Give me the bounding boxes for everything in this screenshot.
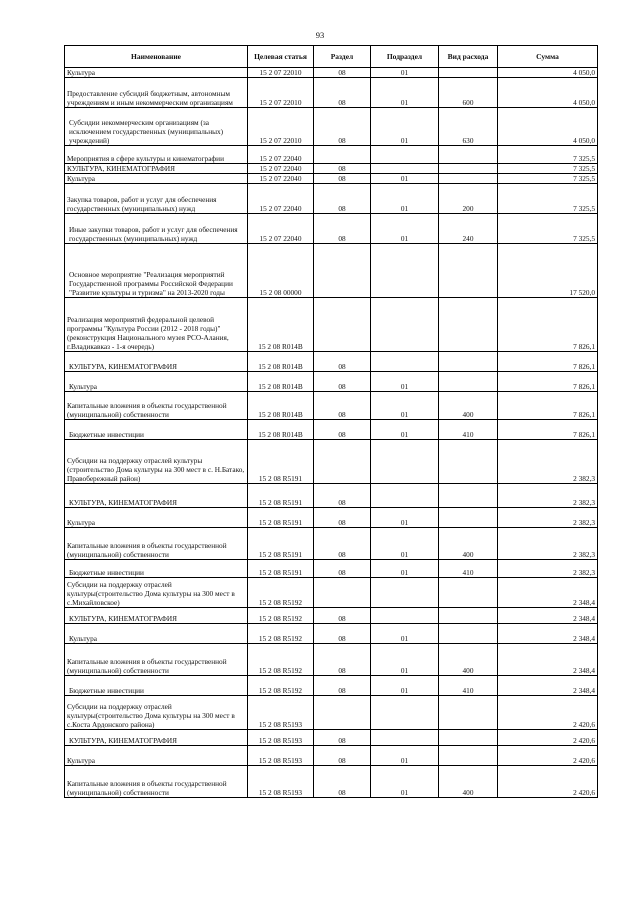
cell-amount: 2 382,3: [498, 508, 598, 528]
cell-amount: 2 382,3: [498, 560, 598, 578]
cell-name: Бюджетные инвестиции: [65, 420, 248, 440]
cell-amount: 2 348,4: [498, 624, 598, 644]
cell-subsection: 01: [371, 214, 439, 244]
cell-subsection: 01: [371, 174, 439, 184]
cell-article: 15 2 08 R5193: [248, 766, 314, 798]
cell-section: 08: [314, 766, 371, 798]
cell-expense-type: 200: [439, 184, 498, 214]
cell-section: 08: [314, 164, 371, 174]
cell-section: 08: [314, 508, 371, 528]
cell-name: Культура: [65, 372, 248, 392]
table-row: [65, 746, 598, 766]
cell-name: Закупка товаров, работ и услуг для обеспечения государственных (муниципальных) нужд: [65, 184, 248, 214]
cell-section: [314, 298, 371, 352]
cell-expense-type: 600: [439, 78, 498, 108]
cell-expense-type: [439, 578, 498, 608]
cell-expense-type: [439, 508, 498, 528]
cell-expense-type: [439, 696, 498, 730]
cell-name: Субсидии на поддержку отраслей культуры (строительство Дома культуры на 300 мест в с. Н.Батако, Правобережный район): [65, 440, 248, 484]
cell-expense-type: [439, 244, 498, 298]
table-row: [65, 244, 598, 298]
table-row: [65, 184, 598, 214]
table-row: [65, 164, 598, 174]
cell-amount: 7 826,1: [498, 372, 598, 392]
cell-expense-type: 400: [439, 766, 498, 798]
cell-section: 08: [314, 560, 371, 578]
cell-name: КУЛЬТУРА, КИНЕМАТОГРАФИЯ: [65, 164, 248, 174]
cell-subsection: [371, 578, 439, 608]
cell-section: 08: [314, 78, 371, 108]
cell-name: КУЛЬТУРА, КИНЕМАТОГРАФИЯ: [65, 484, 248, 508]
cell-expense-type: [439, 174, 498, 184]
cell-amount: 2 420,6: [498, 696, 598, 730]
cell-name: Субсидии некоммерческим организациям (за исключением государственных (муниципальных) учреждений): [65, 108, 248, 146]
cell-article: 15 2 07 22010: [248, 108, 314, 146]
cell-article: 15 2 08 R014В: [248, 372, 314, 392]
table-row: [65, 68, 598, 78]
cell-name: Основное мероприятие "Реализация мероприятий Государственной программы Российской Федерации "Развитие культуры и туризма" на 2013-2020 годы: [65, 244, 248, 298]
cell-name: Культура: [65, 174, 248, 184]
cell-amount: 7 325,5: [498, 184, 598, 214]
table-row: [65, 676, 598, 696]
cell-expense-type: 410: [439, 676, 498, 696]
cell-article: 15 2 08 R5191: [248, 560, 314, 578]
cell-expense-type: [439, 164, 498, 174]
table-row: [65, 696, 598, 730]
cell-article: 15 2 08 R5192: [248, 624, 314, 644]
cell-subsection: [371, 298, 439, 352]
cell-article: 15 2 07 22040: [248, 184, 314, 214]
cell-article: 15 2 08 R014В: [248, 420, 314, 440]
cell-expense-type: [439, 484, 498, 508]
cell-subsection: 01: [371, 624, 439, 644]
cell-section: 08: [314, 372, 371, 392]
table-row: [65, 420, 598, 440]
cell-section: 08: [314, 644, 371, 676]
cell-name: Капитальные вложения в объекты государственной (муниципальной) собственности: [65, 766, 248, 798]
cell-subsection: [371, 440, 439, 484]
cell-expense-type: [439, 352, 498, 372]
header-subsection: Подраздел: [371, 46, 439, 68]
cell-amount: 7 325,5: [498, 164, 598, 174]
cell-name: Культура: [65, 624, 248, 644]
table-row: [65, 766, 598, 798]
header-section: Раздел: [314, 46, 371, 68]
cell-section: 08: [314, 484, 371, 508]
table-row: [65, 372, 598, 392]
cell-name: Мероприятия в сфере культуры и кинематографии: [65, 146, 248, 164]
cell-name: Субсидии на поддержку отраслей культуры(строительство Дома культуры на 300 мест в с.Коста Ардонского района): [65, 696, 248, 730]
cell-article: 15 2 08 R5191: [248, 528, 314, 560]
cell-section: 08: [314, 184, 371, 214]
cell-section: [314, 440, 371, 484]
cell-subsection: 01: [371, 766, 439, 798]
table-row: [65, 730, 598, 746]
table-row: [65, 484, 598, 508]
cell-name: Иные закупки товаров, работ и услуг для обеспечения государственных (муниципальных) нужд: [65, 214, 248, 244]
cell-section: 08: [314, 624, 371, 644]
cell-amount: 4 050,0: [498, 78, 598, 108]
cell-subsection: 01: [371, 372, 439, 392]
cell-section: 08: [314, 352, 371, 372]
cell-expense-type: [439, 624, 498, 644]
cell-section: 08: [314, 392, 371, 420]
cell-name: Капитальные вложения в объекты государственной (муниципальной) собственности: [65, 392, 248, 420]
cell-name: Предоставление субсидий бюджетным, автономным учреждениям и иным некоммерческим организациям: [65, 78, 248, 108]
cell-amount: 17 520,0: [498, 244, 598, 298]
cell-amount: 2 420,6: [498, 766, 598, 798]
header-name: Наименование: [65, 46, 248, 68]
cell-subsection: [371, 164, 439, 174]
cell-amount: 2 382,3: [498, 440, 598, 484]
cell-subsection: 01: [371, 560, 439, 578]
table-header-row: [65, 46, 598, 68]
cell-article: 15 2 08 R5193: [248, 696, 314, 730]
cell-amount: 2 348,4: [498, 644, 598, 676]
cell-name: Реализация мероприятий федеральной целевой программы "Культура России (2012 - 2018 годы)" (реконструкция Национального музея РСО-Алания, г.Владикавказ - 1-я очередь): [65, 298, 248, 352]
cell-name: Бюджетные инвестиции: [65, 676, 248, 696]
cell-amount: 7 826,1: [498, 392, 598, 420]
cell-expense-type: [439, 746, 498, 766]
table-row: [65, 392, 598, 420]
cell-section: [314, 696, 371, 730]
cell-expense-type: [439, 146, 498, 164]
cell-name: Культура: [65, 508, 248, 528]
cell-article: 15 2 08 R5193: [248, 730, 314, 746]
cell-section: 08: [314, 746, 371, 766]
cell-expense-type: 400: [439, 528, 498, 560]
cell-section: 08: [314, 730, 371, 746]
cell-amount: 2 348,4: [498, 676, 598, 696]
cell-article: 15 2 08 R5193: [248, 746, 314, 766]
cell-section: 08: [314, 214, 371, 244]
cell-section: 08: [314, 68, 371, 78]
cell-expense-type: [439, 68, 498, 78]
cell-expense-type: 630: [439, 108, 498, 146]
cell-article: 15 2 08 R5191: [248, 440, 314, 484]
cell-expense-type: 410: [439, 560, 498, 578]
table-row: [65, 298, 598, 352]
cell-amount: 2 382,3: [498, 484, 598, 508]
cell-name: Субсидии на поддержку отраслей культуры(строительство Дома культуры на 300 мест в с.Михайловское): [65, 578, 248, 608]
cell-section: [314, 146, 371, 164]
table-body: [65, 68, 598, 798]
cell-name: КУЛЬТУРА, КИНЕМАТОГРАФИЯ: [65, 352, 248, 372]
cell-name: Культура: [65, 68, 248, 78]
cell-article: 15 2 07 22040: [248, 214, 314, 244]
cell-article: 15 2 08 00000: [248, 244, 314, 298]
cell-section: 08: [314, 108, 371, 146]
cell-subsection: 01: [371, 68, 439, 78]
cell-amount: 7 325,5: [498, 214, 598, 244]
cell-subsection: [371, 608, 439, 624]
cell-amount: 7 325,5: [498, 174, 598, 184]
cell-subsection: 01: [371, 392, 439, 420]
table-row: [65, 352, 598, 372]
cell-expense-type: 400: [439, 392, 498, 420]
table-row: [65, 608, 598, 624]
table-row: [65, 528, 598, 560]
cell-subsection: [371, 244, 439, 298]
cell-section: 08: [314, 608, 371, 624]
table-row: [65, 78, 598, 108]
cell-article: 15 2 07 22010: [248, 68, 314, 78]
cell-subsection: 01: [371, 746, 439, 766]
cell-article: 15 2 08 R5192: [248, 608, 314, 624]
cell-name: Бюджетные инвестиции: [65, 560, 248, 578]
header-amount: Сумма: [498, 46, 598, 68]
cell-amount: 7 325,5: [498, 146, 598, 164]
cell-subsection: [371, 484, 439, 508]
header-article: Целевая статья: [248, 46, 314, 68]
cell-subsection: 01: [371, 644, 439, 676]
cell-section: [314, 244, 371, 298]
cell-amount: 7 826,1: [498, 352, 598, 372]
table-row: [65, 508, 598, 528]
cell-section: 08: [314, 676, 371, 696]
cell-name: КУЛЬТУРА, КИНЕМАТОГРАФИЯ: [65, 730, 248, 746]
cell-amount: 2 420,6: [498, 730, 598, 746]
cell-expense-type: 240: [439, 214, 498, 244]
cell-article: 15 2 08 R014В: [248, 392, 314, 420]
cell-amount: 7 826,1: [498, 420, 598, 440]
budget-table: [64, 45, 598, 798]
cell-name: Капитальные вложения в объекты государственной (муниципальной) собственности: [65, 528, 248, 560]
cell-amount: 2 382,3: [498, 528, 598, 560]
cell-amount: 2 348,4: [498, 578, 598, 608]
cell-expense-type: [439, 298, 498, 352]
cell-article: 15 2 07 22040: [248, 164, 314, 174]
cell-section: 08: [314, 420, 371, 440]
cell-subsection: 01: [371, 78, 439, 108]
table-row: [65, 174, 598, 184]
cell-article: 15 2 08 R014В: [248, 352, 314, 372]
cell-article: 15 2 07 22040: [248, 146, 314, 164]
cell-article: 15 2 08 R5192: [248, 676, 314, 696]
cell-amount: 4 050,0: [498, 108, 598, 146]
cell-subsection: [371, 730, 439, 746]
cell-subsection: 01: [371, 108, 439, 146]
cell-subsection: [371, 696, 439, 730]
cell-section: 08: [314, 528, 371, 560]
cell-expense-type: [439, 730, 498, 746]
cell-amount: 7 826,1: [498, 298, 598, 352]
table-row: [65, 440, 598, 484]
table-row: [65, 578, 598, 608]
cell-article: 15 2 08 R5192: [248, 578, 314, 608]
cell-section: 08: [314, 174, 371, 184]
cell-subsection: 01: [371, 676, 439, 696]
cell-article: 15 2 08 R5192: [248, 644, 314, 676]
table-row: [65, 108, 598, 146]
cell-expense-type: [439, 440, 498, 484]
table-row: [65, 214, 598, 244]
cell-article: 15 2 07 22010: [248, 78, 314, 108]
cell-subsection: 01: [371, 420, 439, 440]
cell-article: 15 2 08 R5191: [248, 508, 314, 528]
cell-article: 15 2 08 R5191: [248, 484, 314, 508]
header-expense-type: Вид расхода: [439, 46, 498, 68]
table-row: [65, 624, 598, 644]
cell-expense-type: 400: [439, 644, 498, 676]
table-row: [65, 146, 598, 164]
cell-subsection: 01: [371, 528, 439, 560]
cell-subsection: 01: [371, 184, 439, 214]
cell-article: 15 2 08 R014В: [248, 298, 314, 352]
cell-expense-type: [439, 372, 498, 392]
cell-subsection: [371, 146, 439, 164]
cell-amount: 2 348,4: [498, 608, 598, 624]
cell-amount: 2 420,6: [498, 746, 598, 766]
cell-amount: 4 050,0: [498, 68, 598, 78]
cell-article: 15 2 07 22040: [248, 174, 314, 184]
cell-subsection: 01: [371, 508, 439, 528]
cell-expense-type: 410: [439, 420, 498, 440]
cell-subsection: [371, 352, 439, 372]
page-number: 93: [315, 30, 325, 40]
cell-expense-type: [439, 608, 498, 624]
cell-name: Культура: [65, 746, 248, 766]
table-row: [65, 560, 598, 578]
cell-name: Капитальные вложения в объекты государственной (муниципальной) собственности: [65, 644, 248, 676]
cell-section: [314, 578, 371, 608]
table-row: [65, 644, 598, 676]
cell-name: КУЛЬТУРА, КИНЕМАТОГРАФИЯ: [65, 608, 248, 624]
